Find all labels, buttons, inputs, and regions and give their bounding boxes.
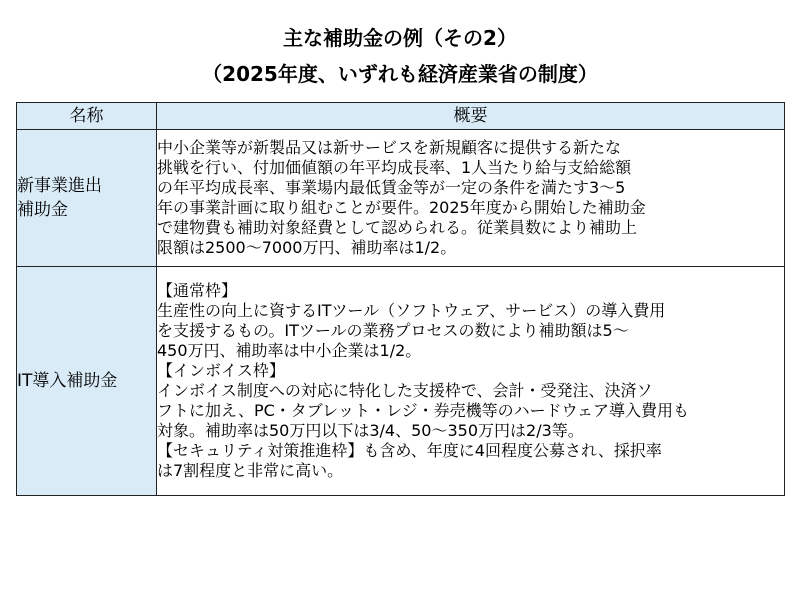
description-line: 【通常枠】 [157,281,238,300]
header-overview: 概要 [157,103,785,130]
grant-table [16,102,785,496]
description-line: を支援するもの。ITツールの業務プロセスの数により補助額は5～ [157,321,629,340]
description-line: で建物費も補助対象経費として認められる。従業員数により補助上 [157,218,638,237]
table-row [17,130,785,267]
description-line: 挑戦を行い、付加価値額の年平均成長率、1人当たり給与支給総額 [157,158,632,177]
description-line: フトに加え、PC・タブレット・レジ・券売機等のハードウェア導入費用も [157,401,689,420]
description-line: 中小企業等が新製品又は新サービスを新規顧客に提供する新たな [157,138,622,157]
grant-name: IT導入補助金 [17,267,157,496]
grant-description [157,267,785,496]
table-header-row [17,103,785,130]
description-line: 年の事業計画に取り組むことが要件。2025年度から開始した補助金 [157,198,646,217]
description-line: 450万円、補助率は中小企業は1/2。 [157,341,422,360]
table-row [17,267,785,496]
header-name: 名称 [17,103,157,130]
description-line: 生産性の向上に資するITツール（ソフトウェア、サービス）の導入費用 [157,301,666,320]
grant-name: 新事業進出 補助金 [17,130,157,267]
description-line: 限額は2500～7000万円、補助率は1/2。 [157,238,457,257]
description-line: インボイス制度への対応に特化した支援枠で、会計・受発注、決済ソ [157,381,653,400]
description-line: 【インボイス枠】 [157,361,285,380]
grant-description [157,130,785,267]
description-line: 対象。補助率は50万円以下は3/4、50～350万円は2/3等。 [157,421,584,440]
description-line: の年平均成長率、事業場内最低賃金等が一定の条件を満たす3～5 [157,178,626,197]
description-line: 【セキュリティ対策推進枠】も含め、年度に4回程度公募され、採択率 [157,441,662,460]
page-subtitle: （2025年度、いずれも経済産業省の制度） [202,62,598,86]
description-line: は7割程度と非常に高い。 [157,461,344,480]
page-title: 主な補助金の例（その2） [283,26,517,50]
